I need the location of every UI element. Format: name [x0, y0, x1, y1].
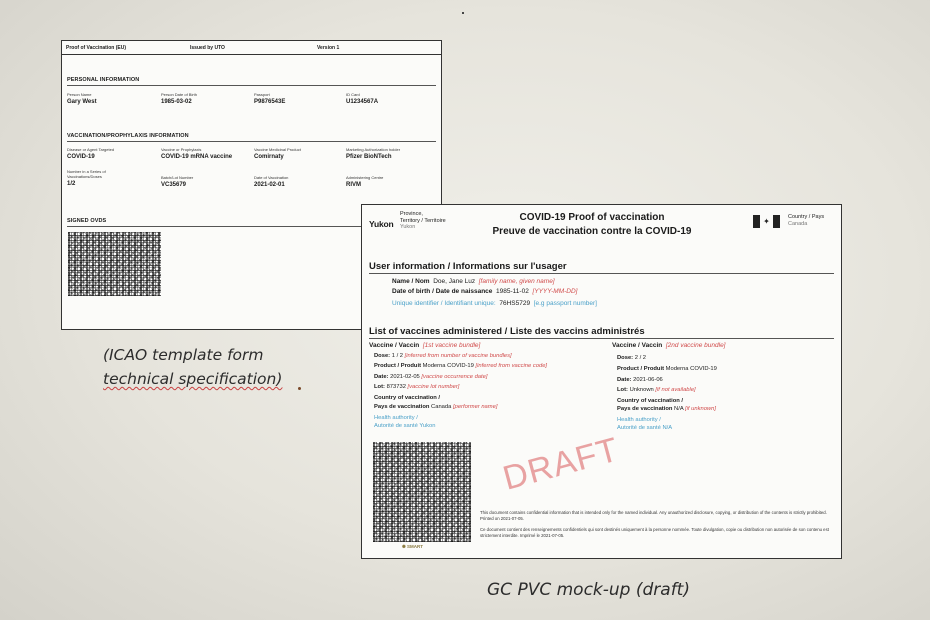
lot-value: Unknown: [629, 387, 654, 393]
health-value: N/A: [662, 425, 673, 431]
dob-note: [YYYY-MM-DD]: [532, 288, 578, 295]
dob-value: 1985-11-02: [496, 288, 529, 295]
yukon-logo: Yukon: [369, 219, 394, 229]
country-vacc-label-fr: Pays de vaccination: [617, 406, 673, 412]
field-value: 1/2: [67, 181, 76, 187]
uid-line: [392, 300, 597, 307]
person-dob-field: [161, 92, 197, 105]
field-label: Passport: [254, 92, 270, 97]
field-value: Pfizer BioNTech: [346, 154, 392, 160]
draft-watermark: DRAFT: [498, 430, 624, 498]
marketing-holder-field: [346, 147, 400, 160]
product-value: Moderna COVID-19: [422, 363, 474, 369]
vaccine2-title: Vaccine / Vaccin: [612, 342, 663, 349]
title-fr: Preuve de vaccination contre la COVID-19: [492, 226, 692, 237]
vaccine2-health-line: [617, 425, 672, 431]
country-label: Country / Pays: [788, 214, 825, 220]
vaccine1-country-line: [374, 404, 497, 410]
batch-lot-field: [161, 175, 193, 188]
icao-caption-line2: technical specification): [103, 370, 283, 388]
field-label: Date of Vaccination: [254, 175, 289, 180]
name-label: Name / Nom: [392, 278, 430, 285]
vaccine2-country-line: [617, 406, 716, 412]
icao-qr-code: [68, 232, 161, 296]
vaccine-type-field: [161, 147, 232, 160]
pvc-header: [362, 205, 841, 241]
vaccine2-health-label: Health authority /: [617, 417, 661, 423]
date-value: 2021-06-06: [633, 377, 663, 383]
pvc-qr-code: [373, 442, 471, 542]
dob-line: [392, 288, 577, 295]
vaccine2-dose-line: [617, 355, 646, 361]
lot-note: [vaccine lot number]: [407, 384, 460, 390]
field-value: U1234567A: [346, 99, 379, 105]
field-label: Person Name: [67, 92, 92, 97]
country-vacc-note: [if unknown]: [685, 406, 716, 412]
smart-logo: ✺ SMART: [402, 544, 424, 549]
field-value: RIVM: [346, 182, 361, 188]
passport-field: [254, 92, 285, 105]
medicinal-product-field: [254, 147, 301, 160]
vaccine2-date-line: [617, 377, 663, 383]
country-value: Canada: [788, 221, 808, 227]
vaccination-info-heading: VACCINATION/PROPHYLAXIS INFORMATION: [67, 133, 189, 139]
disclaimer-en: This document contains confidential information that is intended only for the named individual. Any unauthorized disclosure, copying, or distribution of the contents is strictly prohibited. Printed on 2021-07-05.: [480, 510, 827, 521]
date-label: Date:: [617, 377, 632, 383]
province-block: [400, 211, 446, 231]
vaccine1-health-line: [374, 423, 435, 429]
divider: [67, 141, 436, 142]
health-label-fr: Autorité de santé: [374, 423, 418, 429]
lot-label: Lot:: [374, 384, 385, 390]
vaccine1-dose-line: [374, 353, 512, 359]
disease-field: [67, 147, 114, 160]
field-value: Comirnaty: [254, 154, 284, 160]
vaccine1-title: Vaccine / Vaccin: [369, 342, 420, 349]
divider: [67, 85, 436, 86]
product-value: Moderna COVID-19: [665, 366, 717, 372]
vaccine2-product-line: [617, 366, 717, 372]
uid-label: Unique identifier / Identifiant unique:: [392, 300, 496, 307]
dose-label: Dose:: [617, 355, 634, 361]
country-vacc-note: [performer name]: [452, 404, 498, 410]
field-label: Vaccine Medicinal Product: [254, 147, 301, 152]
vaccine1-health-label: Health authority /: [374, 415, 418, 421]
name-note: [family name, given name]: [478, 278, 555, 285]
vaccine2-title-line: [612, 342, 726, 349]
field-value: COVID-19 mRNA vaccine: [161, 154, 233, 160]
date-note: [vaccine occurrence date]: [421, 374, 488, 380]
vaccines-heading: List of vaccines administered / Liste des vaccins administrés: [369, 326, 645, 337]
country-vacc-label-fr: Pays de vaccination: [374, 404, 430, 410]
pvc-caption: GC PVC mock-up (draft): [487, 580, 690, 600]
health-value: Yukon: [419, 423, 436, 429]
icao-header-proof: Proof of Vaccination (EU): [66, 44, 127, 51]
dose-series-field: [67, 169, 106, 187]
vaccine1-title-note: [1st vaccine bundle]: [422, 342, 481, 349]
dose-label: Dose:: [374, 353, 391, 359]
field-label: Batch/Lot Number: [161, 175, 194, 180]
field-value: 2021-02-01: [254, 182, 285, 188]
field-value: VC35679: [161, 182, 187, 188]
country-vacc-value: Canada: [431, 404, 452, 410]
field-label: ID Card: [346, 92, 360, 97]
canada-flag-icon: [753, 215, 780, 228]
field-label: Disease or Agent Targeted: [67, 147, 115, 152]
signed-ovds-heading: SIGNED OVDS: [67, 218, 107, 224]
field-value: Gary West: [67, 99, 97, 105]
dose-value: 1 / 2: [391, 353, 404, 359]
vaccine1-title-line: [369, 342, 480, 349]
product-note: [inferred from vaccine code]: [475, 363, 548, 369]
disclaimer-fr: Ce document contient des renseignements confidentiels qui sont destinés uniquement à la personne nommée. Toute divulgation, copie ou distribution non autorisée de son contenu est strictement interdite. Imprimé le 2021-07-05.: [480, 527, 829, 538]
country-vacc-value: N/A: [674, 406, 684, 412]
vaccine1-country-label-line: [374, 395, 440, 401]
icao-caption: [103, 343, 333, 391]
icao-caption-line1: (ICAO template form: [103, 346, 264, 364]
divider: [369, 338, 834, 339]
uid-value: 76HS5729: [499, 300, 531, 307]
vaccine1-lot-line: [374, 384, 459, 390]
date-value: 2021-02-05: [390, 374, 420, 380]
icao-header: [62, 41, 441, 55]
personal-info-heading: PERSONAL INFORMATION: [67, 77, 140, 83]
lot-note: [if not available]: [655, 387, 696, 393]
field-value: COVID-19: [67, 154, 95, 160]
vaccine1-product-line: [374, 363, 547, 369]
field-label: Number in a Series of Vaccinations/Doses: [67, 169, 106, 179]
vaccine1-date-line: [374, 374, 487, 380]
lot-label: Lot:: [617, 387, 628, 393]
maple-leaf-icon: ✦: [763, 217, 770, 226]
field-value: P9876543E: [254, 99, 286, 105]
vaccine2-title-note: [2nd vaccine bundle]: [665, 342, 726, 349]
administering-centre-field: [346, 175, 383, 188]
vaccination-date-field: [254, 175, 288, 188]
dose-value: 2 / 2: [634, 355, 647, 361]
uid-note: [e.g passport number]: [533, 300, 597, 307]
divider: [369, 273, 834, 274]
lot-value: 873732: [386, 384, 406, 390]
id-card-field: [346, 92, 378, 105]
date-label: Date:: [374, 374, 389, 380]
field-label: Vaccine or Prophylaxis: [161, 147, 202, 152]
name-value: Doe, Jane Luz: [433, 278, 476, 285]
province-label: Province,: [400, 211, 423, 217]
person-name-field: [67, 92, 97, 105]
smart-label: SMART: [407, 544, 424, 549]
field-value: 1985-03-02: [161, 99, 192, 105]
icao-header-version: Version 1: [317, 44, 340, 51]
health-label-fr: Autorité de santé: [617, 425, 661, 431]
country-vacc-label: Country of vaccination /: [374, 395, 441, 401]
title-en: COVID-19 Proof of vaccination: [519, 212, 665, 223]
pvc-mockup-card: [361, 204, 842, 559]
icao-header-issuer: Issued by UTO: [190, 44, 225, 51]
territory-label: Territory / Territoire: [400, 217, 446, 224]
speck: [462, 12, 464, 14]
field-label: Person Date of Birth: [161, 92, 198, 97]
field-label: Administering Centre: [346, 175, 384, 180]
country-vacc-label: Country of vaccination /: [617, 398, 684, 404]
country-block: [788, 214, 824, 228]
dob-label: Date of birth / Date de naissance: [392, 288, 493, 295]
vaccine2-country-label-line: [617, 398, 683, 404]
dose-note: [inferred from number of vaccine bundles]: [404, 353, 512, 359]
user-info-heading: User information / Informations sur l'usager: [369, 261, 567, 272]
field-label: Marketing Authorization holder: [346, 147, 401, 152]
vaccine2-lot-line: [617, 387, 696, 393]
province-value: Yukon: [400, 224, 416, 230]
product-label: Product / Produit: [617, 366, 665, 372]
name-line: [392, 278, 555, 285]
marker-dot: [298, 387, 301, 390]
product-label: Product / Produit: [374, 363, 422, 369]
